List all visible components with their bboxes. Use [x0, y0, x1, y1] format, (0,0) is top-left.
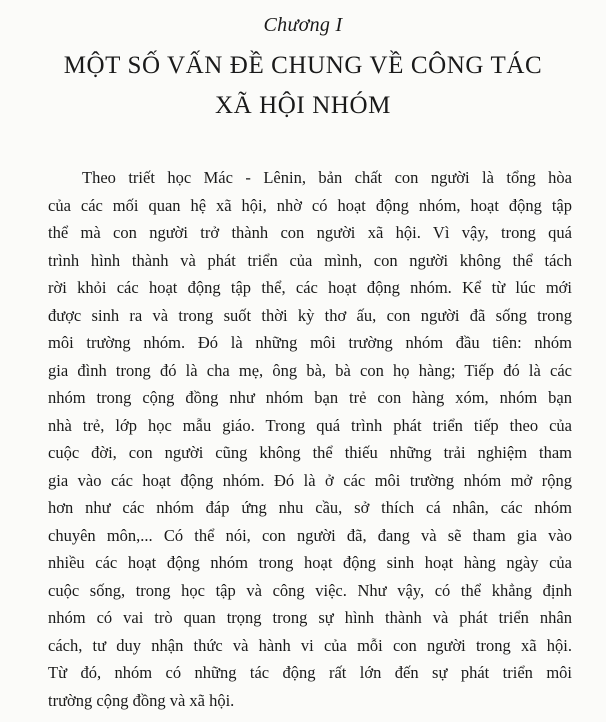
paragraph-line: Từ đó, nhóm có những tác động rất lớn đến sự phát triển môi: [48, 663, 572, 682]
body-paragraph: [48, 164, 572, 714]
paragraph-line: trình hình thành và phát triển của mình, con người không thể tách: [48, 250, 572, 270]
paragraph-line: cách, tư duy nhận thức và hành vi của mỗi con người trong xã hội.: [48, 635, 572, 655]
paragraph-line: chuyên môn,... Có thể nói, con người đã, đang và sẽ tham gia vào: [48, 525, 572, 545]
chapter-label: Chương I: [263, 14, 343, 36]
paragraph-line: hơn như các nhóm đáp ứng nhu cầu, sở thích cá nhân, các nhóm: [48, 498, 572, 517]
paragraph-line: rời khỏi các hoạt động tập thể, các hoạt động nhóm. Kể từ lúc mới: [48, 278, 572, 297]
paragraph-line: cuộc đời, con người cũng không thể thiếu những trải nghiệm tham: [48, 443, 572, 462]
chapter-title: [0, 46, 606, 126]
paragraph-line: nhà trẻ, lớp học mẫu giáo. Trong quá trình phát triển tiếp theo của: [48, 415, 572, 435]
paragraph-line: của các mối quan hệ xã hội, nhờ có hoạt động nhóm, hoạt động tập: [48, 195, 572, 215]
paragraph-line: nhiều các hoạt động nhóm trong hoạt động sinh hoạt hàng ngày của: [48, 553, 572, 572]
paragraph-line: gia vào các hoạt động nhóm. Đó là ở các môi trường nhóm mở rộng: [48, 470, 572, 490]
paragraph-line: nhóm có vai trò quan trọng trong sự hình thành và phát triển nhân: [48, 608, 572, 627]
paragraph-line: thể mà con người trở thành con người xã hội. Vì vậy, trong quá: [48, 223, 572, 242]
paragraph-line: Theo triết học Mác - Lênin, bản chất con người là tổng hòa: [82, 168, 572, 187]
paragraph-line: cuộc sống, trong học tập và công việc. Như vậy, có thể khẳng định: [48, 580, 572, 600]
paragraph-line: trường cộng đồng và xã hội.: [48, 690, 235, 710]
paragraph-line: gia đình trong đó là cha mẹ, ông bà, bà con họ hàng; Tiếp đó là các: [48, 360, 572, 380]
paragraph-line: môi trường nhóm. Đó là những môi trường nhóm đầu tiên: nhóm: [48, 333, 572, 352]
paragraph-line: nhóm trong cộng đồng như nhóm bạn trẻ con hàng xóm, nhóm bạn: [48, 388, 572, 407]
paragraph-line: được sinh ra và trong suốt thời kỳ thơ ấu, con người đã sống trong: [48, 305, 572, 325]
chapter-title-line: MỘT SỐ VẤN ĐỀ CHUNG VỀ CÔNG TÁC: [63, 52, 543, 79]
chapter-title-line: XÃ HỘI NHÓM: [214, 92, 392, 119]
